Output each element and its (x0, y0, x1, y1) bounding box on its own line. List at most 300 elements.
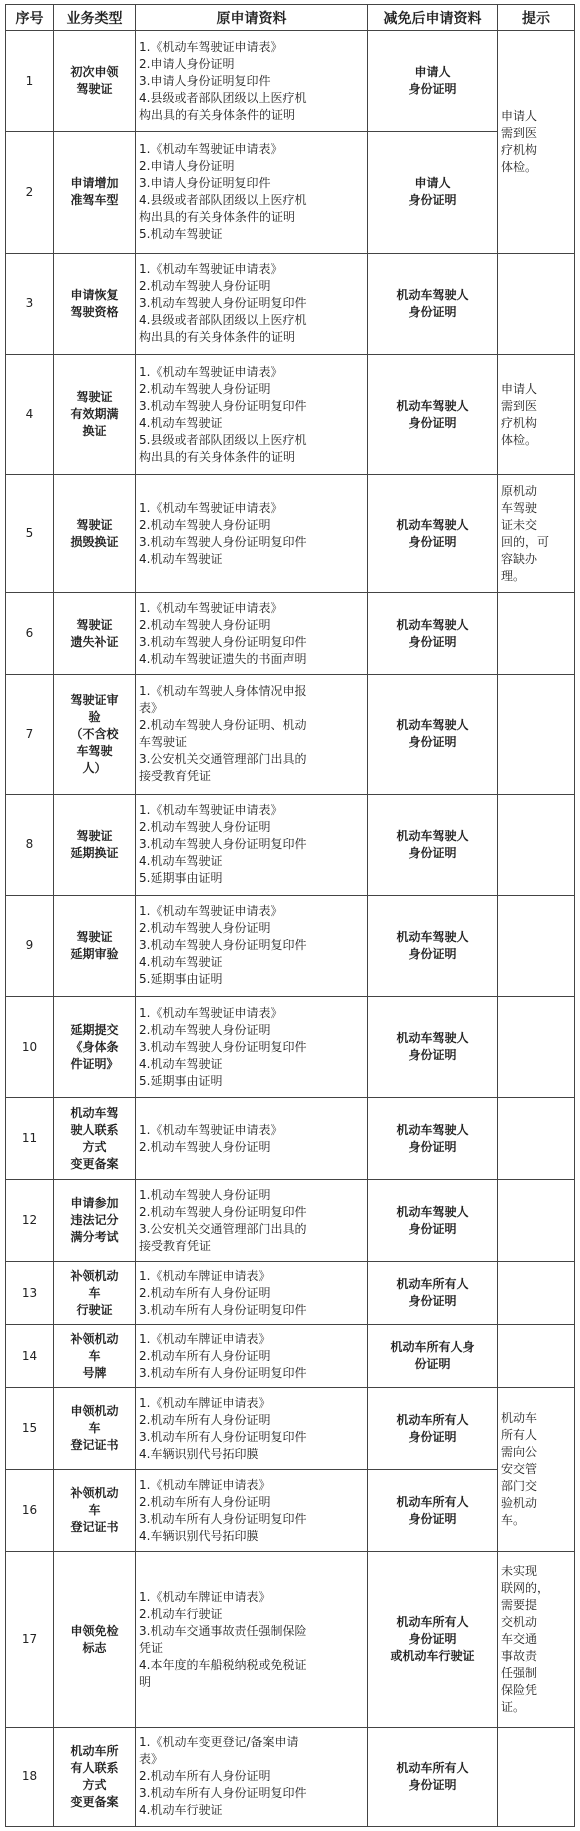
material-line: 接受教育凭证 (139, 1238, 212, 1253)
row-business-type (54, 996, 136, 1097)
material-line: 3.公安机关交通管理部门出具的 (139, 752, 307, 767)
reduced-line: 机动车所有人 (396, 1760, 469, 1775)
reduced-line: 身份证明 (408, 946, 457, 961)
material-line: 4.机动车行驶证 (139, 1803, 223, 1818)
material-line: 4.机动车驾驶证 (139, 955, 223, 970)
table-row (6, 354, 575, 474)
reduced-line: 身份证明 (408, 845, 457, 860)
reduced-line: 身份证明 (408, 415, 457, 430)
row-seq: 18 (6, 1727, 54, 1826)
reduced-line: 机动车驾驶人 (396, 617, 469, 632)
hint-line: 申请人 (501, 108, 538, 123)
hint-line: 理。 (501, 568, 526, 583)
row-business-type (54, 1325, 136, 1388)
business-type-line: 车驾驶 (76, 743, 113, 758)
material-line: 4.机动车驾驶证遗失的书面声明 (139, 651, 307, 666)
hint-line: 车。 (501, 1513, 526, 1528)
row-original-materials (136, 253, 368, 354)
business-type-line: 满分考试 (70, 1230, 119, 1245)
material-line: 5.机动车驾驶证 (139, 227, 223, 242)
reduced-line: 申请人 (414, 65, 451, 80)
reduced-line: 身份证明 (408, 1048, 457, 1063)
material-line: 2.机动车驾驶人身份证明 (139, 381, 271, 396)
row-business-type (54, 794, 136, 895)
material-line: 1.《机动车牌证申请表》 (139, 1395, 271, 1410)
reduced-line: 申请人 (414, 176, 451, 191)
reduced-line: 身份证明 (408, 1294, 457, 1309)
business-type-line: 车 (88, 1421, 101, 1436)
material-line: 3.机动车所有人身份证明复印件 (139, 1429, 307, 1444)
material-line: 1.《机动车驾驶证申请表》 (139, 262, 283, 277)
hint-line: 安交管 (501, 1462, 538, 1477)
business-type-line: 驾驶证 (76, 828, 113, 843)
hint-line: 需要提 (501, 1598, 538, 1613)
row-hint-empty (498, 1180, 575, 1262)
business-type-line: 驾驶证 (76, 390, 113, 405)
row-hint-empty (498, 895, 575, 996)
row-seq: 1 (6, 31, 54, 132)
row-original-materials (136, 1098, 368, 1180)
row-original-materials (136, 1262, 368, 1325)
row-business-type (54, 31, 136, 132)
material-line: 2.机动车所有人身份证明 (139, 1348, 271, 1363)
business-type-line: 变更备案 (70, 1156, 119, 1171)
hint-line: 原机动 (501, 483, 538, 498)
hint-line: 联网的， (501, 1581, 550, 1596)
material-line: 1.《机动车牌证申请表》 (139, 1331, 271, 1346)
reduced-line: 身份证明 (408, 634, 457, 649)
row-business-type (54, 1262, 136, 1325)
business-type-line: 驾驶证 (76, 517, 113, 532)
business-type-line: 驾驶证 (76, 82, 113, 97)
row-original-materials (136, 895, 368, 996)
hint-line: 疗机构 (501, 415, 538, 430)
header-reduced-materials: 减免后申请资料 (368, 5, 498, 31)
business-type-line: 申请恢复 (70, 287, 119, 302)
business-type-line: 驾驶证审 (70, 692, 119, 707)
business-type-line: （不含校 (70, 726, 119, 741)
row-seq: 15 (6, 1388, 54, 1470)
row-seq: 8 (6, 794, 54, 895)
reduced-line: 机动车驾驶人 (396, 718, 469, 733)
business-type-line: 行驶证 (76, 1302, 113, 1317)
hint-line: 事故责 (501, 1649, 538, 1664)
material-line: 车驾驶证 (139, 735, 188, 750)
row-seq: 2 (6, 132, 54, 253)
material-line: 2.机动车所有人身份证明 (139, 1494, 271, 1509)
business-type-line: 件证明》 (70, 1056, 119, 1071)
reduced-line: 机动车所有人身 (390, 1340, 475, 1355)
material-line: 4.机动车驾驶证 (139, 854, 223, 869)
hint-line: 体检。 (501, 432, 538, 447)
business-type-line: 准驾车型 (70, 193, 119, 208)
reduced-line: 份证明 (414, 1357, 451, 1372)
table-row (6, 895, 575, 996)
material-line: 1.《机动车驾驶人身体情况申报 (139, 684, 307, 699)
header-hint: 提示 (498, 5, 575, 31)
reduced-line: 机动车驾驶人 (396, 517, 469, 532)
row-business-type (54, 354, 136, 474)
material-line: 2.机动车所有人身份证明 (139, 1769, 271, 1784)
row-seq: 11 (6, 1098, 54, 1180)
reduced-line: 机动车驾驶人 (396, 1204, 469, 1219)
business-type-line: 申请增加 (70, 176, 119, 191)
reduced-line: 身份证明 (408, 193, 457, 208)
material-line: 4.县级或者部队团级以上医疗机 (139, 90, 307, 105)
material-line: 2.申请人身份证明 (139, 56, 235, 71)
row-business-type (54, 1180, 136, 1262)
row-reduced-materials (368, 1470, 498, 1552)
reduced-line: 机动车驾驶人 (396, 398, 469, 413)
reduced-line: 机动车驾驶人 (396, 828, 469, 843)
reduced-line: 身份证明 (408, 1777, 457, 1792)
business-type-line: 延期审验 (70, 946, 119, 961)
row-original-materials (136, 1727, 368, 1826)
table-row (6, 31, 575, 132)
material-line: 4.车辆识别代号拓印膜 (139, 1528, 259, 1543)
material-line: 5.延期事由证明 (139, 1073, 223, 1088)
row-hint-empty (498, 1325, 575, 1388)
material-line: 3.机动车驾驶人身份证明复印件 (139, 1039, 307, 1054)
row-reduced-materials (368, 354, 498, 474)
row-seq: 6 (6, 593, 54, 675)
row-seq: 7 (6, 675, 54, 794)
row-seq: 5 (6, 475, 54, 593)
material-line: 2.机动车驾驶人身份证明 (139, 820, 271, 835)
business-type-line: 车 (88, 1503, 101, 1518)
reduced-line: 身份证明 (408, 82, 457, 97)
row-seq: 14 (6, 1325, 54, 1388)
row-business-type (54, 675, 136, 794)
row-reduced-materials (368, 132, 498, 253)
table-row (6, 1470, 575, 1552)
material-line: 2.机动车所有人身份证明 (139, 1285, 271, 1300)
table-row (6, 253, 575, 354)
material-line: 1.《机动车驾驶证申请表》 (139, 904, 283, 919)
material-line: 3.机动车驾驶人身份证明复印件 (139, 837, 307, 852)
row-hint (498, 354, 575, 474)
row-reduced-materials (368, 895, 498, 996)
row-hint (498, 31, 575, 254)
reduced-line: 身份证明 (408, 735, 457, 750)
business-type-line: 延期换证 (70, 845, 119, 860)
material-line: 3.公安机关交通管理部门出具的 (139, 1221, 307, 1236)
material-line: 构出具的有关身体条件的证明 (139, 330, 296, 345)
material-line: 3.机动车所有人身份证明复印件 (139, 1511, 307, 1526)
hint-line: 体检。 (501, 159, 538, 174)
row-seq: 10 (6, 996, 54, 1097)
business-type-line: 驾驶证 (76, 929, 113, 944)
hint-line: 回的，可 (501, 534, 550, 549)
row-reduced-materials (368, 1325, 498, 1388)
reduced-line: 机动车驾驶人 (396, 929, 469, 944)
reduced-line: 身份证明 (408, 1511, 457, 1526)
business-type-line: 机动车驾 (70, 1105, 119, 1120)
row-reduced-materials (368, 794, 498, 895)
row-reduced-materials (368, 1388, 498, 1470)
material-line: 1.《机动车驾驶证申请表》 (139, 364, 283, 379)
business-type-line: 车 (88, 1348, 101, 1363)
business-type-line: 人） (82, 760, 107, 775)
material-line: 2.机动车驾驶人身份证明 (139, 617, 271, 632)
material-line: 3.申请人身份证明复印件 (139, 73, 271, 88)
business-type-line: 违法记分 (70, 1213, 119, 1228)
business-type-line: 补领机动 (70, 1268, 119, 1283)
material-line: 构出具的有关身体条件的证明 (139, 449, 296, 464)
material-line: 2.机动车驾驶人身份证明复印件 (139, 1204, 307, 1219)
table-row (6, 1180, 575, 1262)
reduced-line: 身份证明 (408, 1632, 457, 1647)
hint-line: 需到医 (501, 125, 538, 140)
material-line: 1.机动车驾驶人身份证明 (139, 1187, 271, 1202)
row-reduced-materials (368, 1552, 498, 1727)
row-reduced-materials (368, 1180, 498, 1262)
reduced-line: 机动车所有人 (396, 1494, 469, 1509)
row-hint (498, 475, 575, 593)
row-hint-empty (498, 1098, 575, 1180)
hint-line: 机动车 (501, 1411, 538, 1426)
hint-line: 需向公 (501, 1445, 538, 1460)
material-line: 3.机动车驾驶人身份证明复印件 (139, 634, 307, 649)
business-type-line: 申领免检 (70, 1623, 119, 1638)
table-row (6, 1262, 575, 1325)
business-type-line: 申请参加 (70, 1196, 119, 1211)
table-row (6, 1727, 575, 1826)
row-reduced-materials (368, 31, 498, 132)
business-type-line: 驶人联系 (70, 1122, 119, 1137)
material-line: 3.机动车驾驶人身份证明复印件 (139, 938, 307, 953)
material-line: 接受教育凭证 (139, 769, 212, 784)
row-original-materials (136, 593, 368, 675)
reduced-line: 机动车驾驶人 (396, 287, 469, 302)
material-line: 4.机动车驾驶证 (139, 1056, 223, 1071)
material-line: 3.机动车所有人身份证明复印件 (139, 1302, 307, 1317)
material-line: 明 (139, 1674, 152, 1689)
reduced-line: 身份证明 (408, 534, 457, 549)
material-line: 5.延期事由证明 (139, 871, 223, 886)
row-seq: 12 (6, 1180, 54, 1262)
material-line: 4.县级或者部队团级以上医疗机 (139, 193, 307, 208)
hint-line: 所有人 (501, 1428, 538, 1443)
business-type-line: 号牌 (82, 1365, 107, 1380)
material-line: 构出具的有关身体条件的证明 (139, 107, 296, 122)
material-line: 4.车辆识别代号拓印膜 (139, 1446, 259, 1461)
material-line: 凭证 (139, 1640, 164, 1655)
row-seq: 4 (6, 354, 54, 474)
hint-line: 证。 (501, 1700, 526, 1715)
row-business-type (54, 1552, 136, 1727)
row-original-materials (136, 1552, 368, 1727)
header-business-type: 业务类型 (54, 5, 136, 31)
material-line: 4.本年度的车船税纳税或免税证 (139, 1657, 307, 1672)
reduced-line: 机动车所有人 (396, 1277, 469, 1292)
row-business-type (54, 253, 136, 354)
row-hint-empty (498, 996, 575, 1097)
row-original-materials (136, 132, 368, 253)
material-line: 3.机动车交通事故责任强制保险 (139, 1623, 307, 1638)
row-business-type (54, 1470, 136, 1552)
table-header-row (6, 5, 575, 31)
material-line: 3.机动车所有人身份证明复印件 (139, 1786, 307, 1801)
material-line: 5.县级或者部队团级以上医疗机 (139, 432, 307, 447)
hint-line: 验机动 (501, 1496, 538, 1511)
reduced-line: 机动车所有人 (396, 1412, 469, 1427)
material-line: 构出具的有关身体条件的证明 (139, 210, 296, 225)
business-type-line: 《身体条 (70, 1039, 119, 1054)
material-line: 2.机动车驾驶人身份证明 (139, 1139, 271, 1154)
material-line: 4.县级或者部队团级以上医疗机 (139, 313, 307, 328)
hint-line: 交机动 (501, 1615, 538, 1630)
row-business-type (54, 132, 136, 253)
business-type-line: 有效期满 (70, 407, 119, 422)
hint-line: 需到医 (501, 398, 538, 413)
business-type-line: 驾驶资格 (70, 304, 119, 319)
application-materials-table (5, 4, 575, 1827)
business-type-line: 变更备案 (70, 1794, 119, 1809)
row-original-materials (136, 996, 368, 1097)
business-type-line: 驾驶证 (76, 617, 113, 632)
row-hint-empty (498, 593, 575, 675)
business-type-line: 补领机动 (70, 1486, 119, 1501)
material-line: 3.机动车驾驶人身份证明复印件 (139, 398, 307, 413)
reduced-line: 身份证明 (408, 1429, 457, 1444)
material-line: 3.机动车驾驶人身份证明复印件 (139, 534, 307, 549)
material-line: 表》 (139, 1752, 164, 1767)
business-type-line: 换证 (82, 424, 107, 439)
material-line: 2.机动车所有人身份证明 (139, 1412, 271, 1427)
table-row (6, 675, 575, 794)
reduced-line: 身份证明 (408, 304, 457, 319)
material-line: 2.申请人身份证明 (139, 159, 235, 174)
material-line: 2.机动车行驶证 (139, 1606, 223, 1621)
material-line: 1.《机动车驾驶证申请表》 (139, 600, 283, 615)
row-original-materials (136, 475, 368, 593)
row-reduced-materials (368, 1727, 498, 1826)
business-type-line: 登记证书 (70, 1520, 119, 1535)
hint-line: 未实现 (501, 1564, 538, 1579)
business-type-line: 车 (88, 1285, 101, 1300)
table-row (6, 1098, 575, 1180)
table-row (6, 1552, 575, 1727)
row-original-materials (136, 31, 368, 132)
business-type-line: 方式 (82, 1777, 107, 1792)
row-reduced-materials (368, 1262, 498, 1325)
row-business-type (54, 475, 136, 593)
table-row (6, 794, 575, 895)
material-line: 表》 (139, 701, 164, 716)
row-hint-empty (498, 1727, 575, 1826)
material-line: 5.延期事由证明 (139, 972, 223, 987)
row-hint (498, 1388, 575, 1552)
table-row (6, 1388, 575, 1470)
material-line: 1.《机动车驾驶证申请表》 (139, 803, 283, 818)
material-line: 2.机动车驾驶人身份证明 (139, 279, 271, 294)
material-line: 4.机动车驾驶证 (139, 415, 223, 430)
table-row (6, 593, 575, 675)
row-hint (498, 1552, 575, 1727)
row-seq: 3 (6, 253, 54, 354)
business-type-line: 标志 (82, 1640, 107, 1655)
material-line: 4.机动车驾驶证 (139, 551, 223, 566)
material-line: 2.机动车驾驶人身份证明 (139, 921, 271, 936)
row-seq: 17 (6, 1552, 54, 1727)
business-type-line: 申领机动 (70, 1404, 119, 1419)
business-type-line: 机动车所 (70, 1743, 119, 1758)
material-line: 1.《机动车变更登记/备案申请 (139, 1735, 299, 1750)
header-seq: 序号 (6, 5, 54, 31)
material-line: 3.机动车所有人身份证明复印件 (139, 1365, 307, 1380)
row-reduced-materials (368, 253, 498, 354)
business-type-line: 验 (88, 709, 101, 724)
hint-line: 证未交 (501, 517, 538, 532)
row-original-materials (136, 1325, 368, 1388)
row-original-materials (136, 1180, 368, 1262)
material-line: 2.机动车驾驶人身份证明 (139, 517, 271, 532)
row-hint-empty (498, 794, 575, 895)
material-line: 1.《机动车牌证申请表》 (139, 1589, 271, 1604)
business-type-line: 初次申领 (70, 65, 119, 80)
reduced-line: 身份证明 (408, 1139, 457, 1154)
hint-line: 容缺办 (501, 551, 538, 566)
table-row (6, 132, 575, 253)
business-type-line: 补领机动 (70, 1331, 119, 1346)
reduced-line: 身份证明 (408, 1221, 457, 1236)
hint-line: 疗机构 (501, 142, 538, 157)
row-original-materials (136, 675, 368, 794)
row-original-materials (136, 794, 368, 895)
material-line: 3.机动车驾驶人身份证明复印件 (139, 296, 307, 311)
row-original-materials (136, 1388, 368, 1470)
row-hint-empty (498, 675, 575, 794)
hint-line: 部门交 (501, 1479, 538, 1494)
hint-line: 车驾驶 (501, 500, 538, 515)
row-business-type (54, 1388, 136, 1470)
table-row (6, 475, 575, 593)
material-line: 3.申请人身份证明复印件 (139, 176, 271, 191)
row-reduced-materials (368, 475, 498, 593)
material-line: 2.机动车驾驶人身份证明、机动 (139, 718, 307, 733)
row-original-materials (136, 1470, 368, 1552)
business-type-line: 有人联系 (70, 1760, 119, 1775)
row-business-type (54, 593, 136, 675)
material-line: 1.《机动车驾驶证申请表》 (139, 500, 283, 515)
row-business-type (54, 1727, 136, 1826)
material-line: 2.机动车驾驶人身份证明 (139, 1022, 271, 1037)
row-hint-empty (498, 1262, 575, 1325)
business-type-line: 方式 (82, 1139, 107, 1154)
business-type-line: 遗失补证 (70, 634, 119, 649)
reduced-line: 机动车驾驶人 (396, 1122, 469, 1137)
row-business-type (54, 1098, 136, 1180)
row-seq: 16 (6, 1470, 54, 1552)
business-type-line: 延期提交 (70, 1022, 119, 1037)
row-original-materials (136, 354, 368, 474)
hint-line: 申请人 (501, 381, 538, 396)
reduced-line: 机动车驾驶人 (396, 1031, 469, 1046)
row-seq: 13 (6, 1262, 54, 1325)
hint-line: 保险凭 (501, 1683, 538, 1698)
business-type-line: 登记证书 (70, 1438, 119, 1453)
hint-line: 车交通 (501, 1632, 538, 1647)
row-reduced-materials (368, 675, 498, 794)
table-row (6, 1325, 575, 1388)
reduced-line: 或机动车行驶证 (390, 1649, 475, 1664)
reduced-line: 机动车所有人 (396, 1615, 469, 1630)
table-row (6, 996, 575, 1097)
row-reduced-materials (368, 593, 498, 675)
row-reduced-materials (368, 996, 498, 1097)
row-business-type (54, 895, 136, 996)
